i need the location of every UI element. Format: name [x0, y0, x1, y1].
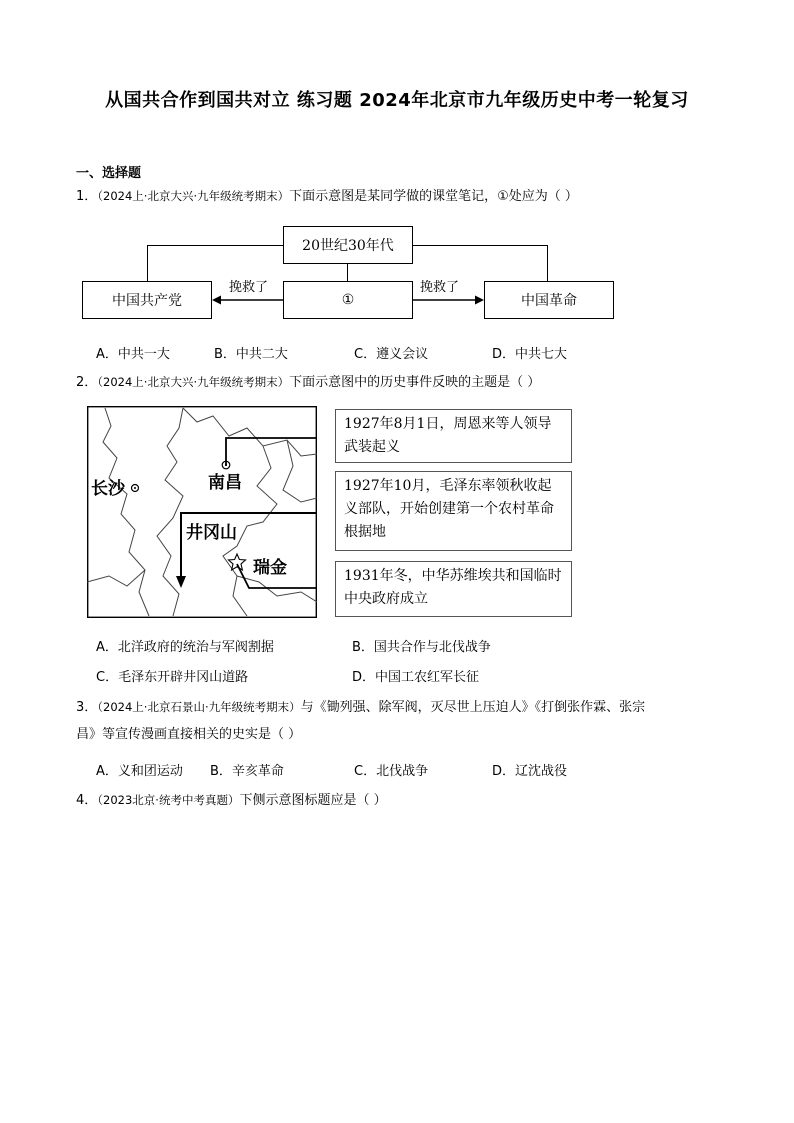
- arrow-left-label: 挽救了: [229, 280, 269, 295]
- event-box-2: 1927年10月，毛泽东率领秋收起义部队，开始创建第一个农村革命根据地: [335, 471, 572, 551]
- option-c[interactable]: C．遵义会议: [354, 347, 429, 362]
- question-text: 下面示意图是某同学做的课堂笔记，①处应为（ ）: [289, 189, 578, 204]
- option-d[interactable]: D．中共七大: [492, 347, 568, 362]
- question-text: 下侧示意图标题应是（ ）: [239, 793, 387, 808]
- question-source: （2023北京·统考中考真题）: [97, 793, 240, 807]
- question-source: （2024上·北京石景山·九年级统考期末）: [97, 700, 301, 714]
- option-d[interactable]: D．辽沈战役: [492, 764, 568, 779]
- option-d[interactable]: D．中国工农红军长征: [352, 670, 480, 685]
- page-title: 从国共合作到国共对立 练习题 2024年北京市九年级历史中考一轮复习: [105, 90, 689, 111]
- nanchang-label: 南昌: [208, 473, 242, 493]
- changsha-label: 长沙: [91, 479, 125, 499]
- connector-line: [147, 245, 148, 281]
- event-box-3: 1931年冬，中华苏维埃共和国临时中央政府成立: [335, 561, 572, 617]
- connector-line: [547, 245, 548, 281]
- option-a[interactable]: A．中共一大: [96, 347, 170, 362]
- option-c[interactable]: C．毛泽东开辟井冈山道路: [96, 670, 249, 685]
- diagram-center-box: ①: [283, 281, 413, 319]
- question-source: （2024上·北京大兴·九年级统考期末）: [97, 189, 290, 203]
- event-box-1: 1927年8月1日，周恩来等人领导武装起义: [335, 409, 572, 463]
- question-number: 3．: [76, 700, 98, 715]
- option-a[interactable]: A．义和团运动: [96, 764, 183, 779]
- option-b[interactable]: B．国共合作与北伐战争: [352, 640, 491, 655]
- ruijin-label: 瑞金: [253, 558, 287, 578]
- question-number: 2．: [76, 375, 98, 390]
- question-text: 与《锄列强、除军阀，灭尽世上压迫人》《打倒张作霖、张宗: [300, 700, 646, 715]
- question-text: 下面示意图中的历史事件反映的主题是（ ）: [289, 375, 541, 390]
- arrow-right-icon: [413, 294, 485, 306]
- question-4: [76, 787, 387, 814]
- diagram-top-box: 20世纪30年代: [283, 226, 413, 264]
- jinggangshan-label: 井冈山: [186, 523, 237, 543]
- option-b[interactable]: B．中共二大: [214, 347, 288, 362]
- revolution-map: [87, 406, 317, 618]
- arrow-right-label: 挽救了: [420, 280, 460, 295]
- question-number: 1．: [76, 189, 98, 204]
- arrow-left-icon: [212, 294, 284, 306]
- question-3: [76, 694, 645, 721]
- question-3-continued: 昌》等宣传漫画直接相关的史实是（ ）: [76, 727, 302, 742]
- option-a[interactable]: A．北洋政府的统治与军阀割据: [96, 640, 274, 655]
- diagram-right-box: 中国革命: [484, 281, 614, 319]
- section-heading: 一、选择题: [76, 166, 142, 181]
- question-number: 4．: [76, 793, 98, 808]
- question-source: （2024上·北京大兴·九年级统考期末）: [97, 375, 290, 389]
- diagram-left-box: 中国共产党: [82, 281, 212, 319]
- question-1: [76, 183, 578, 210]
- question-2: [76, 369, 540, 396]
- option-c[interactable]: C．北伐战争: [354, 764, 429, 779]
- connector-line: [347, 264, 348, 281]
- option-b[interactable]: B．辛亥革命: [210, 764, 284, 779]
